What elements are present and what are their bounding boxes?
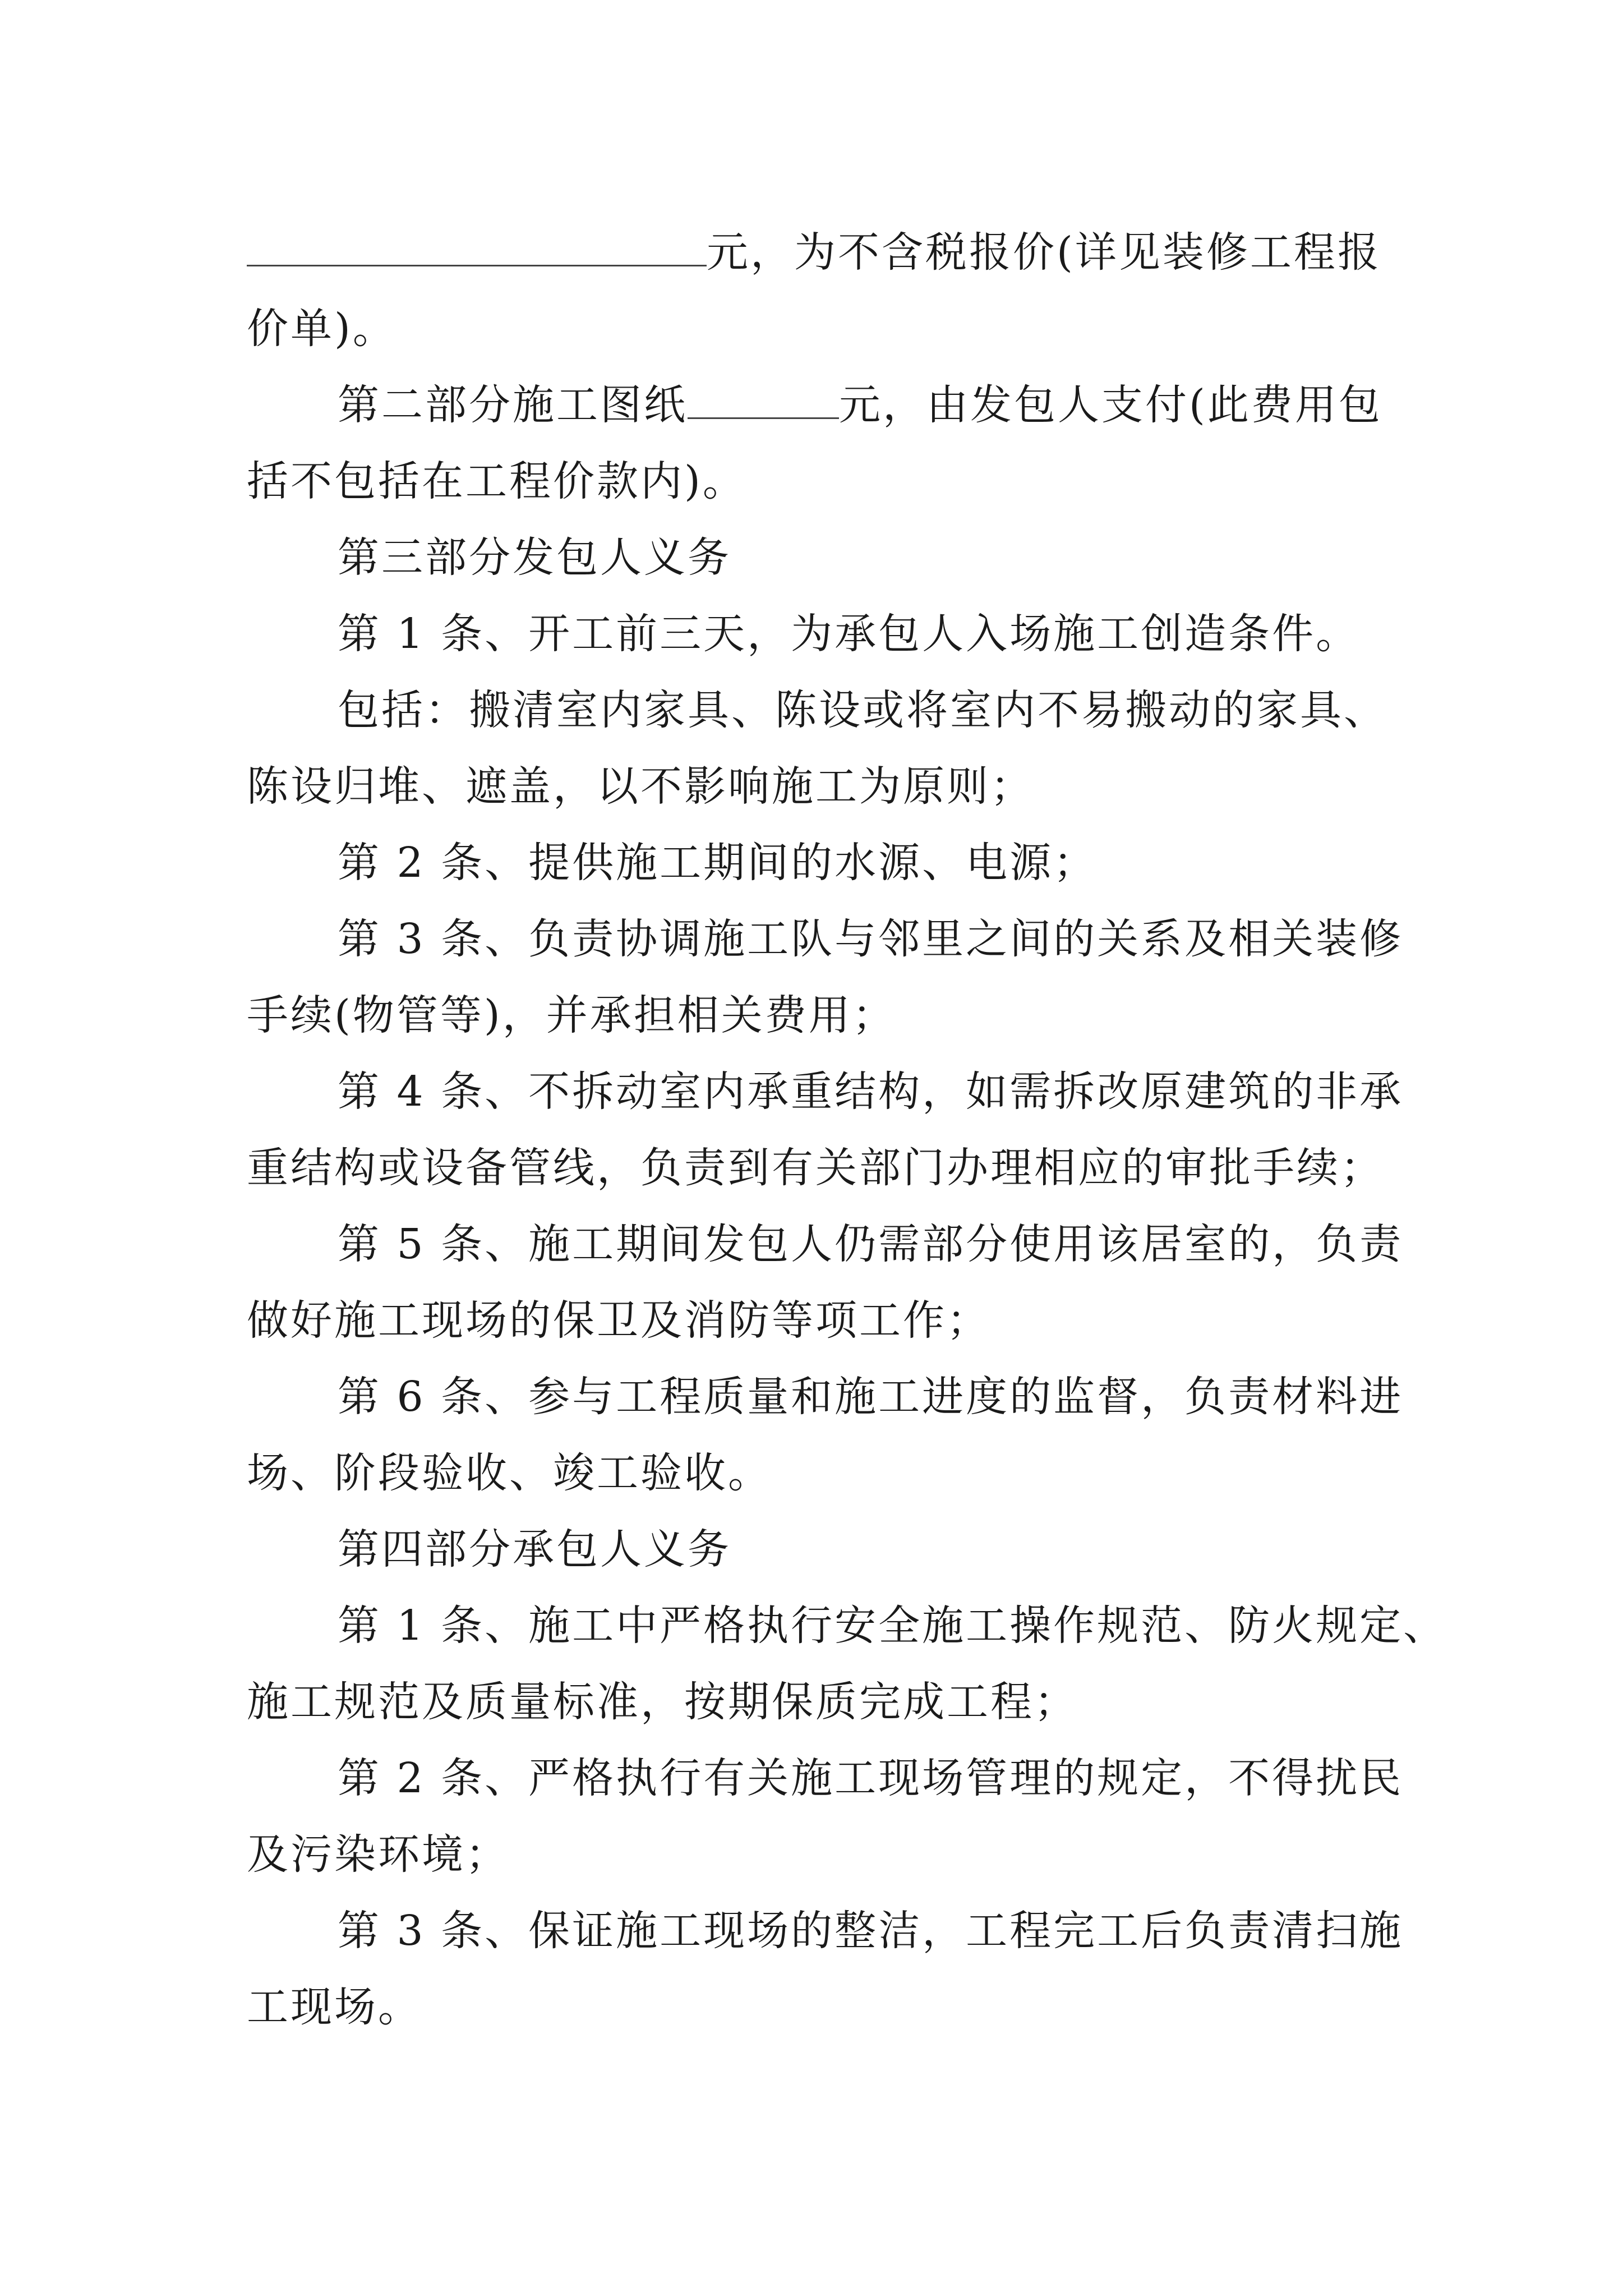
- text-line: [247, 1206, 1404, 1282]
- text-line: [247, 1588, 1447, 1664]
- text-line: [247, 1130, 1385, 1206]
- line-text: 第三部分发包人义务: [338, 533, 731, 582]
- line-text: 第 3 条、负责协调施工队与邻里之间的关系及相关装修: [338, 915, 1404, 963]
- line-text: 第 5 条、施工期间发包人仍需部分使用该居室的，负责: [338, 1220, 1404, 1268]
- section-heading: [247, 1511, 1385, 1588]
- text-line: [247, 1969, 1385, 2045]
- text-line: [247, 596, 1385, 672]
- section-heading: [247, 519, 1385, 596]
- fill-in-blank[interactable]: [247, 226, 707, 266]
- text-line: [247, 977, 1385, 1053]
- line-text: 工现场。: [247, 1983, 422, 2031]
- line-text: 施工规范及质量标准，按期保质完成工程；: [247, 1678, 1078, 1726]
- text-line: [247, 672, 1385, 748]
- line-text: 手续(物管等)，并承担相关费用；: [247, 991, 896, 1039]
- line-text: 重结构或设备管线，负责到有关部门办理相应的审批手续；: [247, 1144, 1384, 1192]
- line-prefix: 第二部分施工图纸: [338, 381, 688, 429]
- line-text: 第 4 条、不拆动室内承重结构，如需拆改原建筑的非承: [338, 1068, 1404, 1116]
- line-text: 元，由发包人支付(此费用包: [839, 381, 1382, 429]
- line-text: 第 1 条、开工前三天，为承包人入场施工创造条件。: [338, 610, 1360, 658]
- line-text: 元，为不含税报价(详见装修工程报: [707, 228, 1381, 277]
- text-line: [247, 1893, 1404, 1969]
- text-line: [247, 1740, 1404, 1816]
- line-text: 陈设归堆、遮盖，以不影响施工为原则；: [247, 762, 1034, 811]
- line-text: 包括：搬清室内家具、陈设或将室内不易搬动的家具、: [338, 686, 1387, 734]
- line-text: 第 1 条、施工中严格执行安全施工操作规范、防火规定、: [338, 1602, 1447, 1650]
- text-line: [247, 748, 1385, 825]
- text-line: [247, 901, 1404, 977]
- line-text: 场、阶段验收、竣工验收。: [247, 1449, 772, 1497]
- line-text: 第 6 条、参与工程质量和施工进度的监督，负责材料进: [338, 1373, 1404, 1421]
- document-body: [247, 214, 1447, 2045]
- text-line: [247, 825, 1385, 901]
- text-line: [247, 214, 1385, 291]
- line-text: 价单)。: [247, 305, 396, 353]
- text-line: [247, 1053, 1404, 1130]
- line-text: 做好施工现场的保卫及消防等项工作；: [247, 1296, 990, 1345]
- line-text: 括不包括在工程价款内)。: [247, 457, 746, 505]
- line-text: 第 3 条、保证施工现场的整洁，工程完工后负责清扫施: [338, 1907, 1404, 1955]
- line-text: 第四部分承包人义务: [338, 1525, 731, 1573]
- text-line: [247, 1816, 1385, 1893]
- text-line: [247, 1435, 1385, 1511]
- text-line: [247, 1664, 1385, 1740]
- text-line: [247, 1359, 1404, 1435]
- line-text: 第 2 条、提供施工期间的水源、电源；: [338, 839, 1098, 887]
- line-text: 第 2 条、严格执行有关施工现场管理的规定，不得扰民: [338, 1754, 1404, 1802]
- text-line: [247, 291, 1385, 367]
- text-line: [247, 367, 1385, 443]
- line-text: 及污染环境；: [247, 1830, 509, 1879]
- text-line: [247, 1282, 1385, 1359]
- text-line: [247, 443, 1385, 519]
- fill-in-blank[interactable]: [688, 378, 839, 419]
